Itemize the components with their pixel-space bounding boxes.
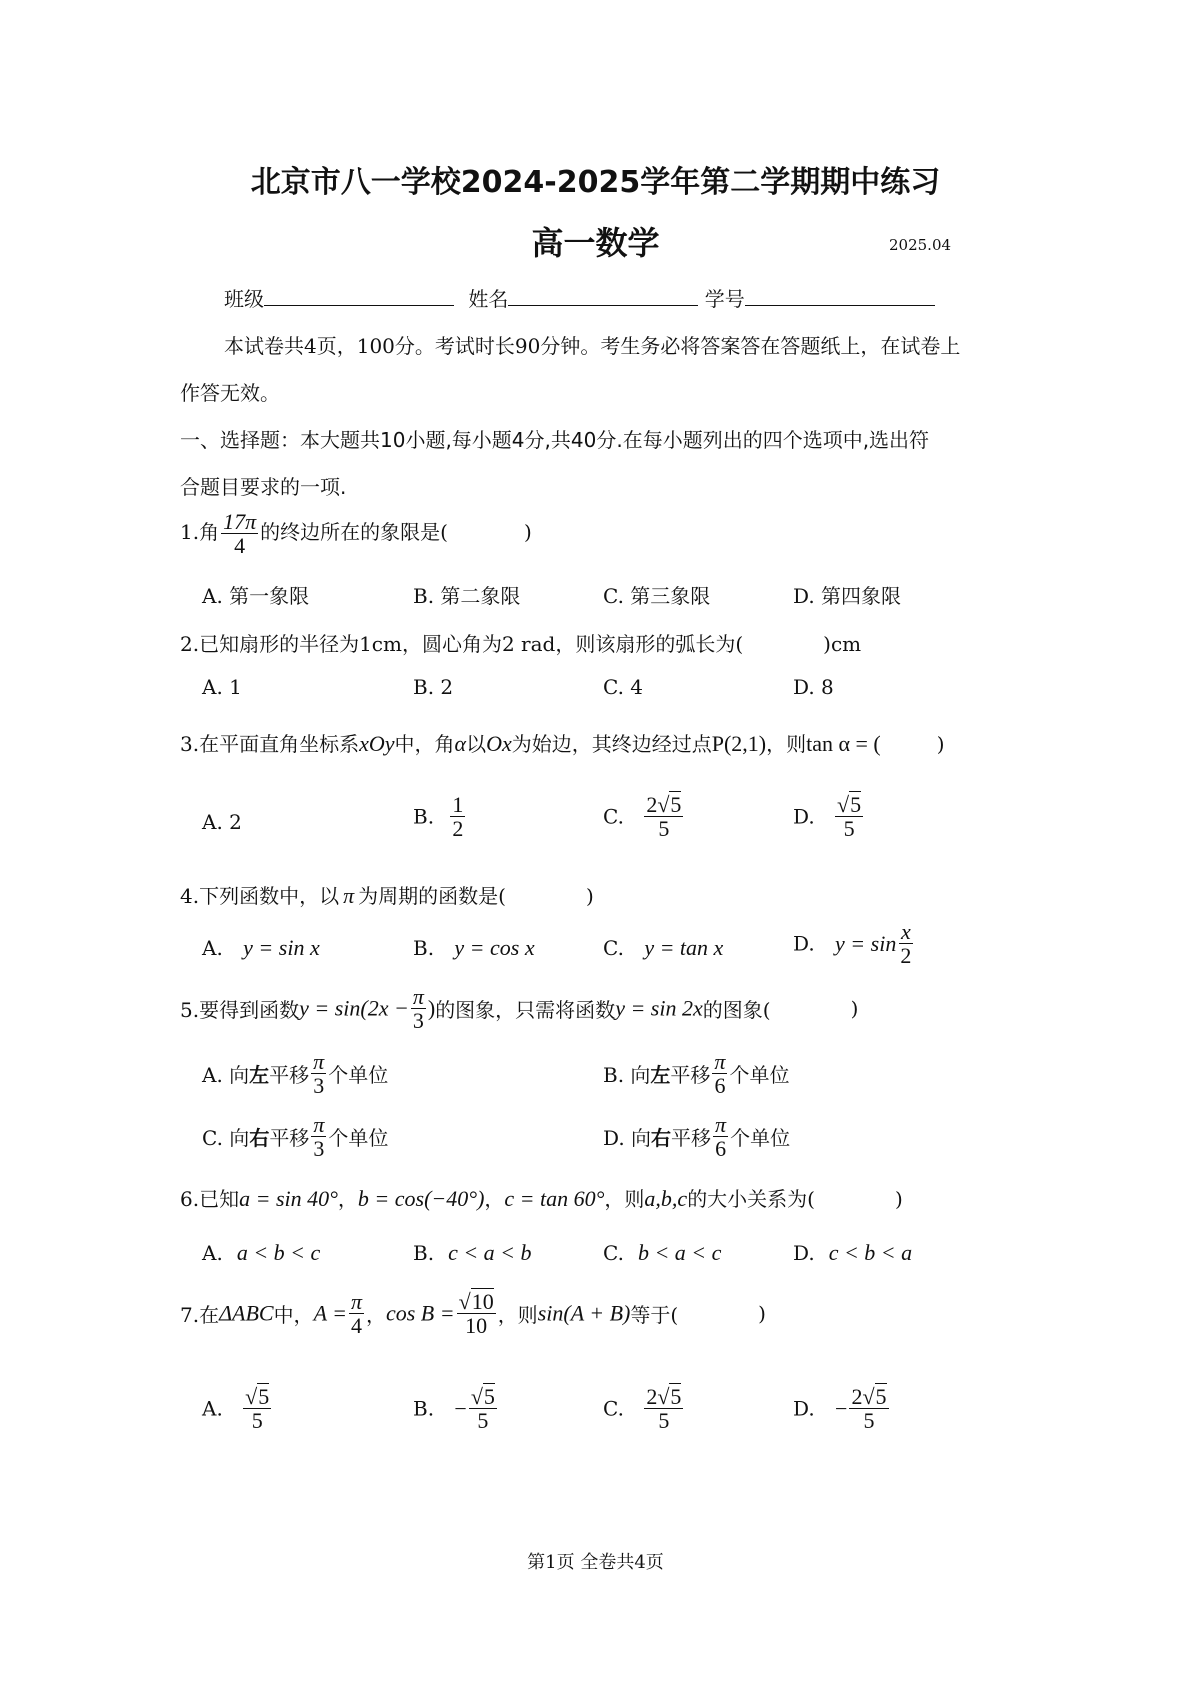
q1-option-d[interactable]: D. 第四象限: [793, 584, 902, 608]
q5-function1: y = sin(2x −: [299, 995, 409, 1021]
q6-sep2: ，: [484, 1187, 505, 1211]
q7-option-d[interactable]: D. − $\frac{2√5}{5}$: [793, 1384, 887, 1434]
q7-option-c[interactable]: C. $\frac{2√5}{5}$: [603, 1384, 682, 1434]
question-6: [180, 1183, 903, 1212]
q6-a: a = sin 40°: [239, 1186, 338, 1211]
q6-abc: a,b,c: [644, 1186, 688, 1211]
q1-numerator: 17π: [223, 509, 257, 534]
q5-function1-close: ): [427, 995, 436, 1021]
q6-c: c = tan 60°: [504, 1186, 605, 1211]
q6-b: b = cos(−40°): [357, 1186, 485, 1211]
instructions-line1: 本试卷共4页，100分。考试时长90分钟。考生务必将答案答在答题纸上，在试卷上: [224, 334, 961, 358]
q7-option-a[interactable]: A. $\frac{√5}{5}$: [202, 1384, 270, 1434]
q3-option-c-fraction: [644, 793, 683, 840]
q4-option-d-value: y = sin: [835, 930, 897, 956]
student-info-row: [224, 283, 935, 312]
q4-option-b-value: y = cos x: [454, 935, 535, 960]
q4-option-a[interactable]: [202, 935, 320, 961]
section1-heading-line1: 一、选择题：本大题共10小题,每小题4分,共40分.在每小题列出的四个选项中,选出符: [180, 428, 930, 452]
q6-option-d[interactable]: D. c < b < a: [793, 1240, 913, 1265]
q5-fraction: $\frac{\pi}{3}$: [412, 984, 424, 1034]
q5-function2: y = sin 2x: [615, 995, 703, 1021]
q3-p1: 3.在平面直角坐标系: [180, 732, 360, 756]
q4-option-d[interactable]: [793, 920, 915, 967]
q3-option-b-den: 2: [452, 816, 464, 842]
q4-option-d-fraction: $\frac{x}{2}$: [900, 919, 912, 969]
q6-option-a[interactable]: A. a < b < c: [202, 1240, 321, 1265]
q5-option-a[interactable]: A. 向左平移 $\frac{\pi}{3}$ 个单位: [202, 1049, 389, 1099]
q4-option-b[interactable]: [413, 935, 535, 961]
q2-text: 2.已知扇形的半径为1cm，圆心角为2 rad，则该扇形的弧长为(: [180, 632, 744, 656]
q1-fraction: [221, 510, 258, 557]
q6-tail: 的大小关系为(: [687, 1187, 815, 1211]
class-field[interactable]: [264, 304, 454, 306]
question-4: [180, 880, 594, 909]
q3-option-b-label: B.: [413, 804, 435, 829]
q5-suffix: 的图象(: [702, 998, 771, 1023]
question-5: [180, 985, 858, 1032]
q7-option-b[interactable]: B. − $\frac{√5}{5}$: [413, 1384, 495, 1434]
q4-option-a-value: y = sin x: [243, 935, 320, 960]
q4-option-b-label: B.: [413, 936, 435, 960]
q4-option-c-label: C.: [603, 936, 624, 960]
q3-option-d-num: √5: [837, 792, 862, 817]
q1-close: ): [523, 520, 532, 545]
section1-heading-line2: 合题目要求的一项.: [180, 475, 347, 499]
q3-xoy: xOy: [359, 731, 395, 756]
q4-close: ): [585, 884, 594, 908]
q1-suffix: 的终边所在的象限是(: [260, 520, 448, 545]
q2-close: )cm: [823, 632, 862, 656]
q7-triangle: ΔABC: [219, 1300, 274, 1326]
question-7: [180, 1290, 766, 1337]
q4-option-c[interactable]: [603, 935, 723, 961]
q3-option-d-label: D.: [793, 804, 815, 829]
q7-cos: cos B =: [385, 1300, 455, 1326]
id-label: 学号: [704, 287, 745, 311]
q4-option-c-value: y = tan x: [644, 935, 724, 960]
q5-mid: 的图象，只需将函数: [435, 998, 616, 1023]
q3-option-d-den: 5: [843, 816, 855, 842]
q3-p2: 中，角: [394, 732, 455, 756]
q7-close: ): [758, 1301, 766, 1326]
q1-option-b[interactable]: B. 第二象限: [413, 584, 521, 608]
q6-prefix: 6.已知: [180, 1187, 240, 1211]
q1-option-c[interactable]: C. 第三象限: [603, 584, 711, 608]
q3-option-b-num: 1: [452, 792, 464, 817]
q5-option-d[interactable]: D. 向右平移 $\frac{\pi}{6}$ 个单位: [603, 1112, 791, 1162]
q3-option-c-den: 5: [658, 816, 670, 842]
id-field[interactable]: [745, 304, 935, 306]
q3-p4: 为始边，其终边经过点: [511, 732, 712, 756]
q7-A: A =: [313, 1300, 347, 1326]
q2-option-d[interactable]: D. 8: [793, 675, 834, 699]
question-1: [180, 510, 532, 557]
q7-suffix: 等于(: [630, 1303, 679, 1328]
exam-date: 2025.04: [889, 236, 952, 254]
q4-suffix: 为周期的函数是(: [358, 884, 506, 908]
q3-option-a[interactable]: A. 2: [202, 810, 242, 834]
q7-sep: ，: [365, 1303, 386, 1328]
q3-p3: 以: [466, 732, 487, 756]
q5-close: ): [850, 996, 859, 1021]
name-label: 姓名: [468, 287, 509, 311]
q4-pi: π: [343, 883, 355, 908]
q1-denominator: 4: [234, 533, 246, 559]
q3-tan: tan α = (: [806, 731, 881, 756]
exam-title: 北京市八一学校2024-2025学年第二学期期中练习: [250, 165, 941, 200]
q3-point: P(2,1): [711, 731, 767, 756]
q3-option-c-label: C.: [603, 804, 624, 829]
q3-close: ): [936, 732, 945, 756]
q6-suffix: ，则: [604, 1187, 645, 1211]
q7-p3: ，则: [497, 1303, 538, 1328]
q2-option-c[interactable]: C. 4: [603, 675, 644, 699]
q1-prefix: 1.角: [180, 520, 220, 545]
q6-close: ): [895, 1187, 903, 1211]
instructions-line2: 作答无效。: [180, 381, 280, 405]
q3-p5: ，则: [766, 732, 807, 756]
q7-prefix: 7.在: [180, 1303, 220, 1328]
subject-title: 高一数学: [531, 224, 660, 262]
question-3: [180, 728, 945, 757]
q3-option-c-num: 2√5: [646, 792, 682, 817]
q2-option-a[interactable]: A. 1: [202, 675, 242, 699]
q6-sep1: ，: [337, 1187, 358, 1211]
name-field[interactable]: [508, 304, 698, 306]
q4-option-a-label: A.: [202, 936, 223, 960]
q3-option-c[interactable]: [603, 793, 685, 840]
q3-alpha: α: [454, 731, 467, 756]
q3-option-d[interactable]: [793, 793, 865, 840]
q7-p2: 中，: [273, 1303, 314, 1328]
q7-sin: sin(A + B): [537, 1300, 631, 1326]
q4-prefix: 4.下列函数中，以: [180, 884, 340, 908]
q5-option-b[interactable]: B. 向左平移 $\frac{\pi}{6}$ 个单位: [603, 1049, 790, 1099]
q7-A-fraction: $\frac{\pi}{4}$: [350, 1289, 362, 1339]
q3-option-b-fraction: [450, 793, 465, 840]
question-2: [180, 628, 861, 657]
q1-option-a[interactable]: A. 第一象限: [202, 584, 310, 608]
class-label: 班级: [224, 287, 264, 311]
q3-option-b[interactable]: [413, 793, 467, 840]
q3-ox: Ox: [486, 731, 512, 756]
page-footer: 第1页 全卷共4页: [527, 1552, 664, 1573]
q6-option-b[interactable]: B. c < a < b: [413, 1240, 532, 1265]
q5-option-c[interactable]: C. 向右平移 $\frac{\pi}{3}$ 个单位: [202, 1112, 389, 1162]
q7-cos-fraction: $\frac{√10}{10}$: [458, 1289, 494, 1339]
q6-option-c[interactable]: C. b < a < c: [603, 1240, 722, 1265]
q3-option-d-fraction: [835, 793, 863, 840]
q5-prefix: 5.要得到函数: [180, 998, 300, 1023]
q4-option-d-label: D.: [793, 931, 815, 956]
q2-option-b[interactable]: B. 2: [413, 675, 454, 699]
